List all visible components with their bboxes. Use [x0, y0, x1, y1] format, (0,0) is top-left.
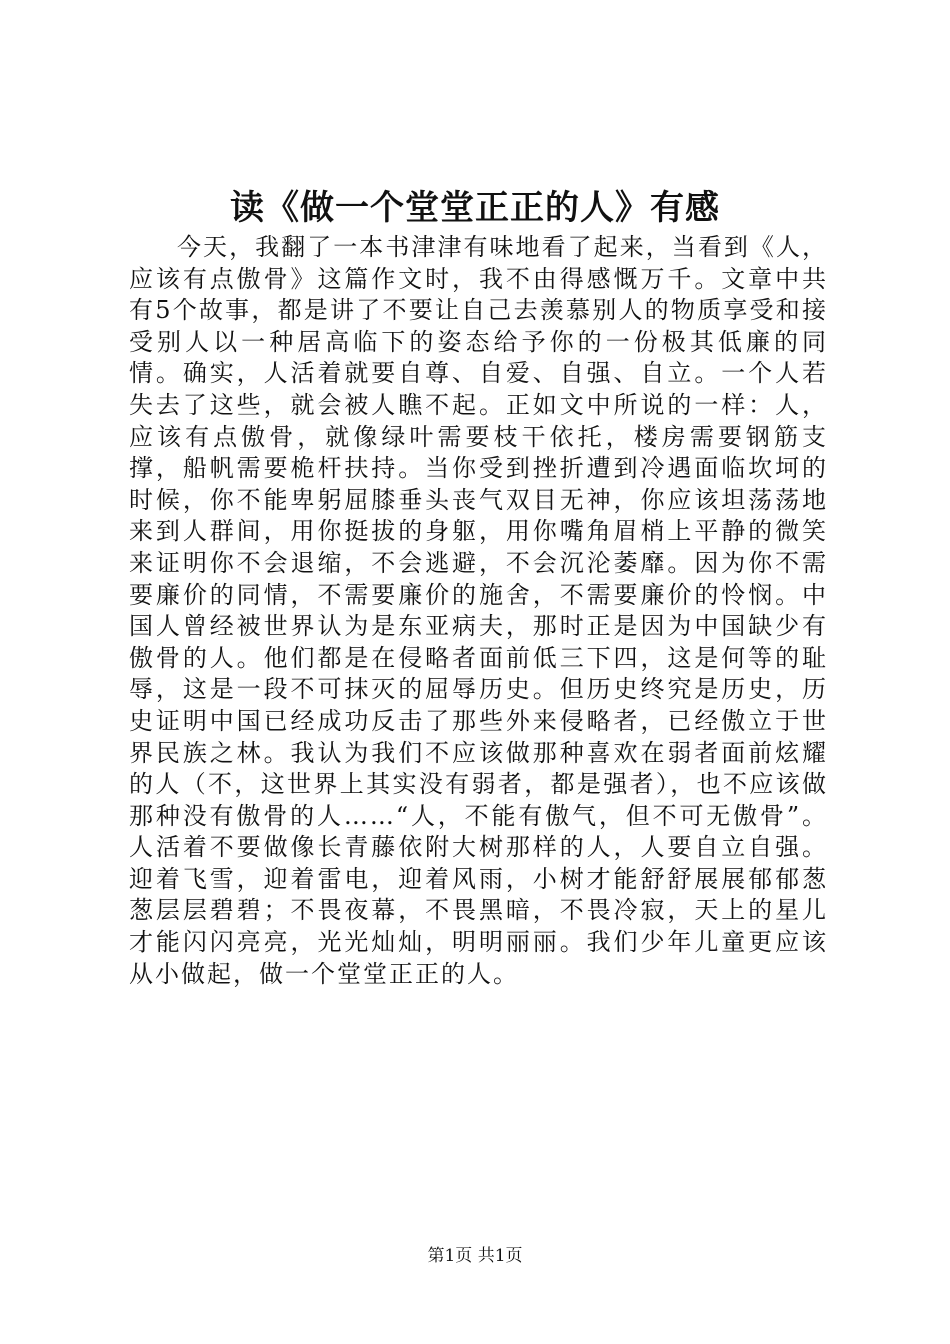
document-body-paragraph: 今天，我翻了一本书津津有味地看了起来，当看到《人，应该有点傲骨》这篇作文时，我不由得感慨万千。文章中共有5个故事，都是讲了不要让自己去羡慕别人的物质享受和接受别人以一种居高临下的姿态给予你的一份极其低廉的同情。确实，人活着就要自尊、自爱、自强、自立。一个人若失去了这些，就会被人瞧不起。正如文中所说的一样：人，应该有点傲骨，就像绿叶需要枝干依托，楼房需要钢筋支撑，船帆需要桅杆扶持。当你受到挫折遭到冷遇面临坎坷的时候，你不能卑躬屈膝垂头丧气双目无神，你应该坦荡荡地来到人群间，用你挺拔的身躯，用你嘴角眉梢上平静的微笑来证明你不会退缩，不会逃避，不会沉沦萎靡。因为你不需要廉价的同情，不需要廉价的施舍，不需要廉价的怜悯。中国人曾经被世界认为是东亚病夫，那时正是因为中国缺少有傲骨的人。他们都是在侵略者面前低三下四，这是何等的耻辱，这是一段不可抹灭的屈辱历史。但历史终究是历史，历史证明中国已经成功反击了那些外来侵略者，已经傲立于世界民族之林。我认为我们不应该做那种喜欢在弱者面前炫耀的人（不，这世界上其实没有弱者，都是强者），也不应该做那种没有傲骨的人……“人，不能有傲气，但不可无傲骨”。人活着不要做像长青藤依附大树那样的人，人要自立自强。迎着飞雪，迎着雷电，迎着风雨，小树才能舒舒展展郁郁葱葱层层碧碧；不畏夜幕，不畏黑暗，不畏冷寂，天上的星儿才能闪闪亮亮，光光灿灿，明明丽丽。我们少年儿童更应该从小做起，做一个堂堂正正的人。	[129, 233, 828, 988]
document-title: 读《做一个堂堂正正的人》有感	[230, 188, 720, 228]
page-number-footer: 第1页 共1页	[427, 1246, 523, 1266]
